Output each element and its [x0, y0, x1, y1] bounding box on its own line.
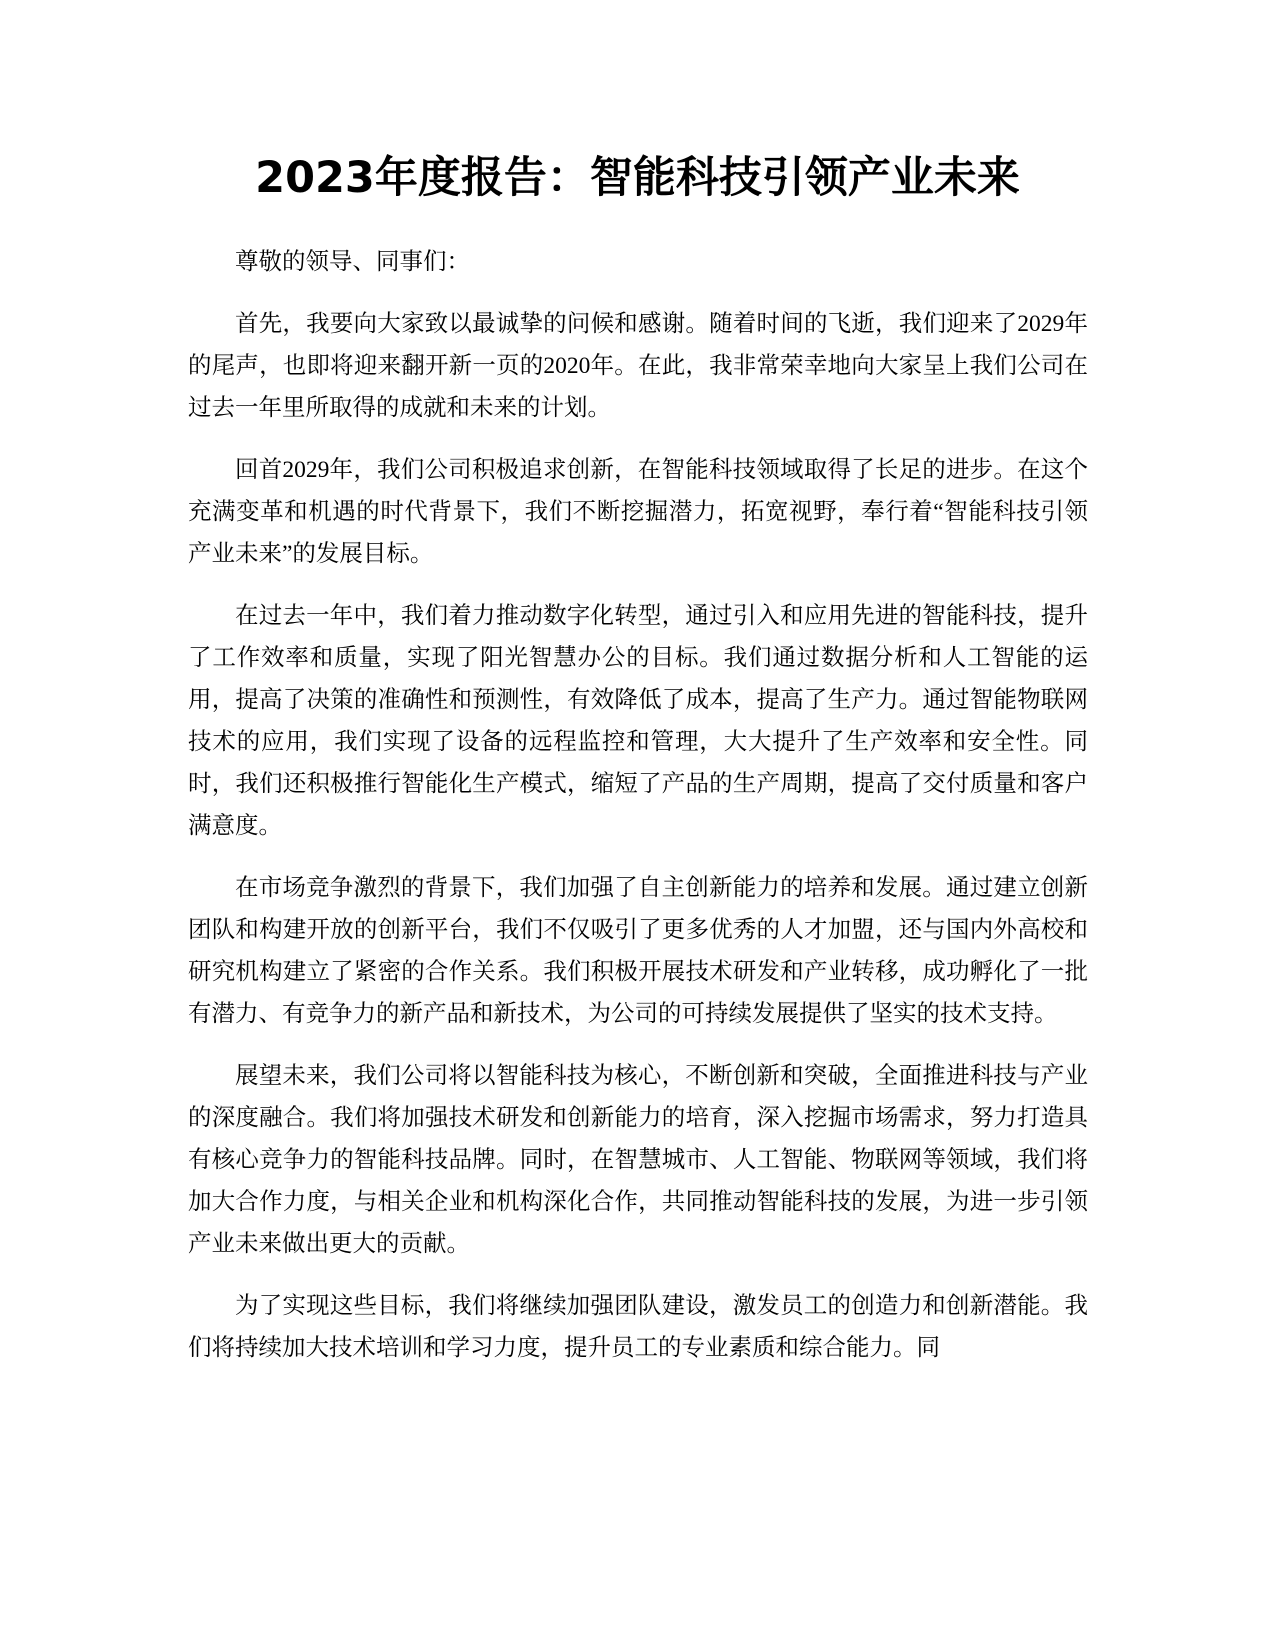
team-building-paragraph: 为了实现这些目标，我们将继续加强团队建设，激发员工的创造力和创新潜能。我们将持续加大技术培训和学习力度，提升员工的专业素质和综合能力。同 [188, 1293, 1088, 1361]
salutation-paragraph: 尊敬的领导、同事们： [235, 249, 470, 275]
document-body [188, 241, 1088, 1389]
document-title: 2023年度报告：智能科技引领产业未来 [255, 153, 1020, 203]
digital-transformation-paragraph: 在过去一年中，我们着力推动数字化转型，通过引入和应用先进的智能科技，提升了工作效率和质量，实现了阳光智慧办公的目标。我们通过数据分析和人工智能的运用，提高了决策的准确性和预测性，有效降低了成本，提高了生产力。通过智能物联网技术的应用，我们实现了设备的远程监控和管理，大大提升了生产效率和安全性。同时，我们还积极推行智能化生产模式，缩短了产品的生产周期，提高了交付质量和客户满意度。 [188, 603, 1088, 839]
intro-paragraph: 首先，我要向大家致以最诚挚的问候和感谢。随着时间的飞逝，我们迎来了2029年的尾声，也即将迎来翻开新一页的2020年。在此，我非常荣幸地向大家呈上我们公司在过去一年里所取得的成就和未来的计划。 [188, 311, 1088, 421]
innovation-paragraph: 在市场竞争激烈的背景下，我们加强了自主创新能力的培养和发展。通过建立创新团队和构建开放的创新平台，我们不仅吸引了更多优秀的人才加盟，还与国内外高校和研究机构建立了紧密的合作关系。我们积极开展技术研发和产业转移，成功孵化了一批有潜力、有竞争力的新产品和新技术，为公司的可持续发展提供了坚实的技术支持。 [188, 875, 1088, 1027]
review-paragraph: 回首2029年，我们公司积极追求创新，在智能科技领域取得了长足的进步。在这个充满变革和机遇的时代背景下，我们不断挖掘潜力，拓宽视野，奉行着“智能科技引领产业未来”的发展目标。 [188, 457, 1088, 567]
outlook-paragraph: 展望未来，我们公司将以智能科技为核心，不断创新和突破，全面推进科技与产业的深度融合。我们将加强技术研发和创新能力的培育，深入挖掘市场需求，努力打造具有核心竞争力的智能科技品牌。同时，在智慧城市、人工智能、物联网等领域，我们将加大合作力度，与相关企业和机构深化合作，共同推动智能科技的发展，为进一步引领产业未来做出更大的贡献。 [188, 1063, 1088, 1257]
